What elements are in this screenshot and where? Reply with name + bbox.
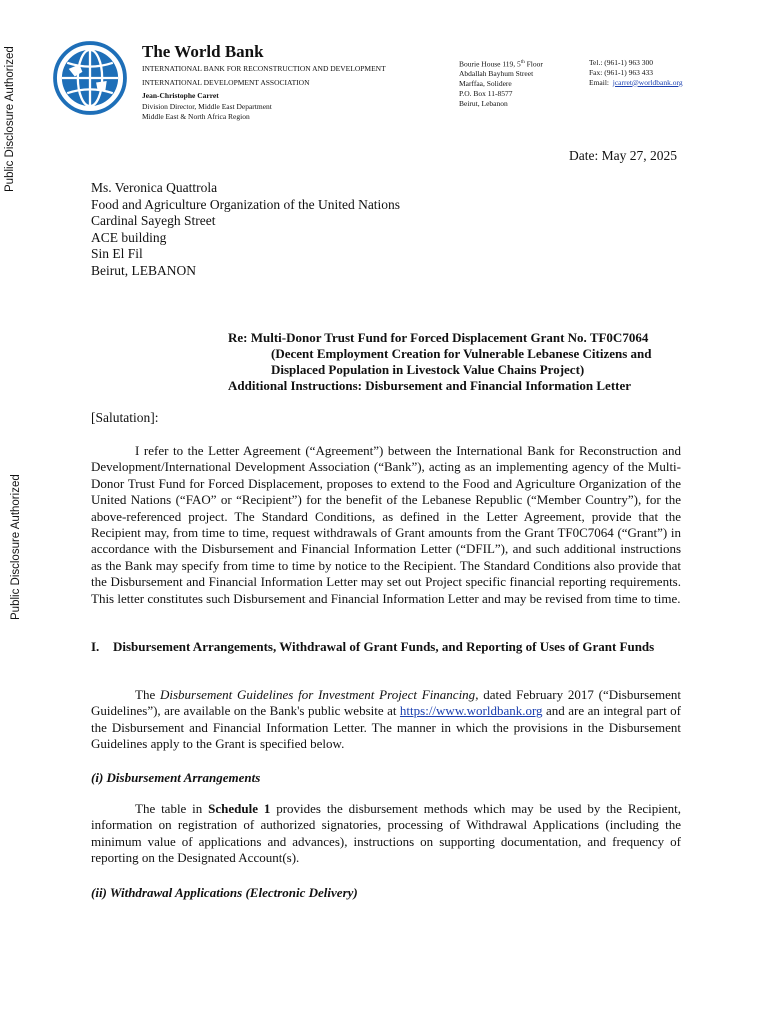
contact-fax: Fax: (961-1) 963 433 (589, 67, 653, 77)
org-line-ida: INTERNATIONAL DEVELOPMENT ASSOCIATION (142, 78, 310, 87)
salutation: [Salutation]: (91, 410, 159, 425)
signatory-name: Jean-Christophe Carret (142, 91, 219, 100)
side-disclosure-label: Public Disclosure Authorized (10, 474, 22, 620)
recipient-line: ACE building (91, 229, 167, 245)
address-line-2: Abdallah Bayhum Street (459, 69, 534, 79)
subject-line-3: Displaced Population in Livestock Value Chains Project) (271, 362, 585, 377)
email-link[interactable]: jcarret@worldbank.org (612, 77, 683, 87)
guidelines-paragraph: The Disbursement Guidelines for Investment Project Financing, dated February 2017 (“Disbursement Guidelines”), are available on the Bank's public website at https://www.worldbank.org and are an integral part of the Disbursement and Financial Information Letter. The manner in which the provisions in the Disbursement Guidelines apply to the Grant is specified below. (91, 687, 681, 752)
intro-paragraph: I refer to the Letter Agreement (“Agreement”) between the International Bank for Reconstruction and Development/International Development Association (“Bank”), acting as an implementing agency of the Multi-Donor Trust Fund for Forced Displacement, proposes to extend to the Food and Agriculture Organization of the United Nations (“FAO” or “Recipient”) for the benefit of the Lebanese Republic (“Member Country”), for the above-referenced project. The Standard Conditions, as defined in the Letter Agreement, provide that the Recipient may, from time to time, request withdrawals of Grant amounts from the Grant TF0C7064 (“Grant”) in accordance with the Disbursement and Financial Information Letter (“DFIL”), and such additional instructions as the Bank may specify from time to time by notice to the Recipient. The Standard Conditions also provide that the Disbursement and Financial Information Letter may set out Project specific financial reporting requirements. This letter constitutes such Disbursement and Financial Information Letter and may be revised from time to time. (91, 443, 681, 606)
subsection-disbursement-arrangements: (i) Disbursement Arrangements (91, 770, 261, 785)
recipient-line: Cardinal Sayegh Street (91, 213, 216, 228)
recipient-line: Ms. Veronica Quattrola (91, 180, 218, 195)
worldbank-link[interactable]: https://www.worldbank.org (399, 703, 543, 719)
recipient-line: Food and Agriculture Organization of the United Nations (91, 196, 401, 212)
contact-tel: Tel.: (961-1) 963 300 (589, 58, 654, 67)
office-address (459, 58, 543, 108)
subject-line-4: Additional Instructions: Disbursement and Financial Information Letter (228, 378, 632, 393)
side-disclosure-label: Public Disclosure Authorized (4, 46, 16, 192)
subject-line-1: Re: Multi-Donor Trust Fund for Forced Displacement Grant No. TF0C7064 (228, 330, 649, 345)
contact-email-row: Email: jcarret@worldbank.org (589, 77, 683, 87)
subsection-withdrawal-applications: (ii) Withdrawal Applications (Electronic Delivery) (91, 885, 358, 900)
signatory-region: Middle East & North Africa Region (142, 112, 250, 121)
signatory-role: Division Director, Middle East Department (142, 102, 272, 111)
section-number: I. (91, 639, 100, 654)
contact-block (589, 58, 683, 87)
recipient-address (91, 180, 400, 279)
org-line-ibrd: INTERNATIONAL BANK FOR RECONSTRUCTION AND DEVELOPMENT (142, 64, 386, 73)
address-line-4: P.O. Box 11-8577 (459, 88, 513, 98)
address-line-3: Marffaa, Solidere (459, 79, 512, 89)
world-bank-logo-icon (52, 40, 128, 116)
subject-line-2: (Decent Employment Creation for Vulnerable Lebanese Citizens and (271, 346, 652, 361)
letter-date: Date: May 27, 2025 (569, 148, 677, 163)
address-line-1: Bourie House 119, 5th Floor (459, 59, 543, 69)
section-title: Disbursement Arrangements, Withdrawal of Grant Funds, and Reporting of Uses of Grant Funds (113, 639, 655, 654)
recipient-line: Sin El Fil (91, 246, 143, 261)
address-line-5: Beirut, Lebanon (459, 98, 508, 108)
org-title: The World Bank (142, 42, 264, 61)
recipient-line: Beirut, LEBANON (91, 262, 196, 278)
schedule-paragraph: The table in Schedule 1 provides the disbursement methods which may be used by the Recipient, information on registration of authorized signatories, processing of Withdrawal Applications (including the minimum value of applications and advances), instructions on supporting documentation, and frequency of reporting on the Designated Account(s). (91, 801, 681, 866)
